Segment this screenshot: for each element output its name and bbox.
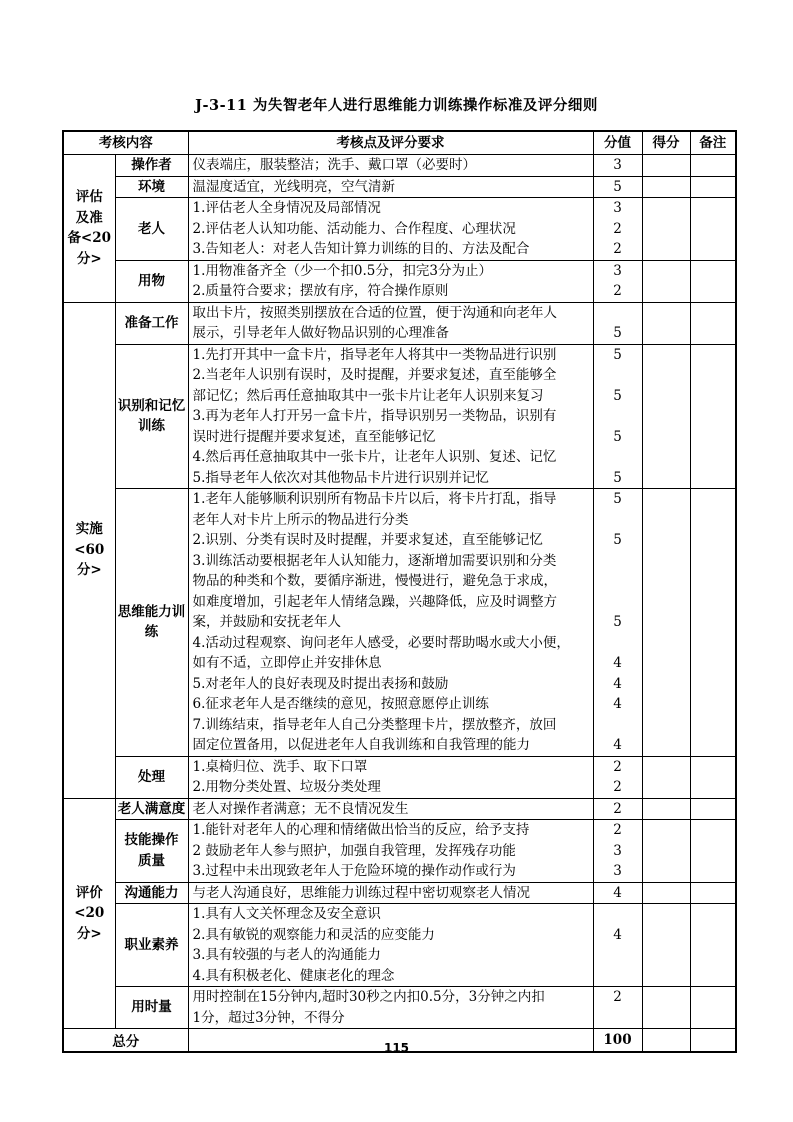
- score-line: [595, 966, 641, 987]
- text-line: 2.用物分类处置、垃圾分类处理: [192, 779, 381, 795]
- text-line: 用时控制在15分钟内,超时30秒之内扣0.5分，3分钟之内扣: [192, 989, 545, 1005]
- text-line: 评估: [75, 189, 103, 206]
- item-label: [115, 987, 188, 1029]
- remark-cell: [690, 260, 736, 302]
- text-line: 1.先打开其中一盒卡片，指导老年人将其中一类物品进行识别: [192, 346, 557, 363]
- earned-cell: [642, 344, 690, 489]
- remark-cell: [690, 176, 736, 198]
- total-score-value: 100: [593, 1029, 642, 1053]
- section-label: [63, 302, 115, 798]
- score-line: 5: [613, 346, 622, 363]
- text-line: 2.当老年人识别有误时，及时提醒，并要求复述，直至能够全: [192, 367, 557, 383]
- earned-cell: [642, 489, 690, 757]
- text-line: 分>: [76, 562, 102, 579]
- table-row: [63, 882, 736, 904]
- remark-cell: [690, 344, 736, 489]
- text-line: 5.对老年人的良好表现及时提出表扬和鼓励: [192, 675, 449, 692]
- text-line: <60: [74, 541, 105, 558]
- text-line: 7.训练结束，指导老年人自己分类整理卡片，摆放整齐，放回: [192, 716, 557, 733]
- text-line: 如有不适，立即停止并安排休息: [192, 655, 382, 671]
- remark-cell: [690, 987, 736, 1029]
- text-line: 2.评估老人认知功能、活动能力、合作程度、心理状况: [192, 220, 516, 237]
- remark-cell: [690, 904, 736, 987]
- remark-cell: [690, 302, 736, 344]
- scoring-table: [62, 130, 737, 1053]
- text-line: 如难度增加，引起老年人情绪急躁，兴趣降低，应及时调整方: [192, 593, 557, 610]
- score-cell: [593, 344, 642, 489]
- requirement-cell: [188, 882, 593, 904]
- score-line: 2: [613, 758, 622, 775]
- item-label: [115, 798, 188, 820]
- earned-cell: [642, 882, 690, 904]
- requirement-cell: [188, 987, 593, 1029]
- score-line: 2: [613, 220, 622, 237]
- text-line: 3.再为老年人打开另一盒卡片，指导识别另一类物品，识别有: [192, 408, 557, 424]
- text-line: 误时进行提醒并要求复述，直至能够记忆: [192, 428, 436, 445]
- requirement-cell: [188, 798, 593, 820]
- table-row: [63, 260, 736, 302]
- text-line: 温湿度适宜，光线明亮，空气清新: [192, 178, 395, 195]
- text-line: 3.告知老人：对老人告知计算力训练的目的、方法及配合: [192, 241, 530, 257]
- score-line: 2: [613, 241, 622, 257]
- header-score: 分值: [593, 131, 642, 155]
- text-line: 识别和记忆: [117, 397, 186, 414]
- text-line: 1.能针对老年人的心理和情绪做出恰当的反应，给予支持: [192, 822, 530, 838]
- score-line: 2: [613, 989, 622, 1005]
- earned-cell: [642, 756, 690, 798]
- score-cell: [593, 489, 642, 757]
- item-label: [115, 344, 188, 489]
- score-line: [595, 571, 641, 592]
- score-line: 4: [613, 884, 622, 901]
- text-line: 6.征求老年人是否继续的意见，按照意愿停止训练: [192, 696, 489, 712]
- text-line: 仪表端庄，服装整洁；洗手、戴口罩（必要时）: [192, 157, 476, 173]
- score-line: 5: [613, 387, 622, 404]
- remark-cell: [690, 155, 736, 177]
- score-cell: [593, 798, 642, 820]
- text-line: 固定位置备用，以促进老年人自我训练和自我管理的能力: [192, 737, 530, 753]
- text-line: 备<20: [67, 230, 112, 247]
- text-line: 4.然后再任意抽取其中一张卡片，让老年人识别、复述、记忆: [192, 449, 557, 465]
- text-line: 展示，引导老年人做好物品识别的心理准备: [192, 325, 449, 341]
- earned-cell: [642, 987, 690, 1029]
- score-line: 5: [613, 469, 622, 486]
- text-line: 4.活动过程观察、询问老年人感受，必要时帮助喝水或大小便，: [192, 634, 570, 651]
- remark-cell: [690, 820, 736, 883]
- earned-cell: [642, 176, 690, 198]
- score-cell: [593, 756, 642, 798]
- table-row: [63, 489, 736, 757]
- score-cell: [593, 198, 642, 261]
- table-header-row: [63, 131, 736, 155]
- score-line: [595, 447, 641, 468]
- score-line: [595, 945, 641, 966]
- remark-cell: [690, 882, 736, 904]
- text-line: 实施: [75, 521, 103, 538]
- requirement-cell: [188, 489, 593, 757]
- item-label: [115, 820, 188, 883]
- table-row: [63, 987, 736, 1029]
- requirement-cell: [188, 176, 593, 198]
- score-line: [595, 592, 641, 613]
- text-line: 物品的种类和个数，要循序渐进，慢慢进行，避免急于求成，: [192, 573, 557, 589]
- text-line: 处理: [138, 768, 165, 785]
- score-line: 5: [613, 614, 622, 630]
- section-label: [63, 155, 115, 303]
- item-label: [115, 198, 188, 261]
- total-label: 总分: [63, 1029, 188, 1053]
- requirement-cell: [188, 756, 593, 798]
- earned-cell: [642, 798, 690, 820]
- score-line: 3: [613, 262, 622, 279]
- score-line: 5: [613, 325, 622, 341]
- item-label: [115, 882, 188, 904]
- item-label: [115, 176, 188, 198]
- text-line: 职业素养: [124, 936, 179, 953]
- score-line: 5: [613, 428, 622, 445]
- text-line: 老年人对卡片上所示的物品进行分类: [192, 511, 409, 528]
- text-line: 思维能力训: [117, 603, 186, 620]
- text-line: 练: [144, 624, 159, 641]
- requirement-cell: [188, 260, 593, 302]
- score-line: 5: [613, 532, 622, 548]
- score-line: 3: [613, 863, 622, 879]
- score-cell: [593, 820, 642, 883]
- header-remark: 备注: [690, 131, 736, 155]
- text-line: 分>: [76, 250, 102, 267]
- score-line: [595, 904, 641, 925]
- header-earned: 得分: [642, 131, 690, 155]
- text-line: 2.质量符合要求；摆放有序，符合操作原则: [192, 283, 449, 299]
- text-line: 3.具有较强的与老人的沟通能力: [192, 947, 381, 963]
- text-line: 取出卡片，按照类别摆放在合适的位置，便于沟通和向老年人: [192, 304, 557, 321]
- score-line: [595, 303, 641, 324]
- score-line: 3: [613, 200, 622, 216]
- score-line: 2: [613, 283, 622, 299]
- text-line: 沟通能力: [124, 884, 179, 901]
- text-line: 质量: [138, 852, 165, 869]
- earned-cell: [642, 904, 690, 987]
- table-row: [63, 820, 736, 883]
- score-line: [595, 406, 641, 427]
- requirement-cell: [188, 155, 593, 177]
- score-line: 3: [613, 842, 622, 859]
- table-row: [63, 798, 736, 820]
- text-line: 3.过程中未出现致老年人于危险环境的操作动作或行为: [192, 863, 516, 879]
- score-cell: [593, 176, 642, 198]
- text-line: 2.识别、分类有误时及时提醒，并要求复述，直至能够记忆: [192, 532, 543, 548]
- text-line: 技能操作: [124, 832, 179, 849]
- text-line: 用物: [138, 272, 165, 289]
- item-label: [115, 302, 188, 344]
- score-line: 2: [613, 822, 622, 838]
- page-title: J-3-11 为失智老年人进行思维能力训练操作标准及评分细则: [195, 97, 598, 114]
- requirement-cell: [188, 302, 593, 344]
- earned-cell: [642, 198, 690, 261]
- remark-cell: [690, 489, 736, 757]
- remark-cell: [690, 198, 736, 261]
- text-line: 1.桌椅归位、洗手、取下口罩: [192, 758, 368, 775]
- text-line: 与老人沟通良好，思维能力训练过程中密切观察老人情况: [192, 884, 530, 901]
- requirement-cell: [188, 344, 593, 489]
- text-line: 评价: [75, 884, 103, 901]
- text-line: 训练: [138, 418, 165, 435]
- text-line: 4.具有积极老化、健康老化的理念: [192, 967, 395, 984]
- table-row: [63, 302, 736, 344]
- text-line: 操作者: [131, 157, 172, 173]
- table-row: [63, 176, 736, 198]
- score-line: 4: [613, 655, 622, 671]
- text-line: 准备工作: [124, 314, 179, 331]
- item-label: [115, 489, 188, 757]
- section-label: [63, 798, 115, 1029]
- text-line: 部记忆；然后再任意抽取其中一张卡片让老年人识别来复习: [192, 387, 544, 404]
- table-row: [63, 756, 736, 798]
- table-row: [63, 155, 736, 177]
- item-label: [115, 756, 188, 798]
- text-line: 3.训练活动要根据老年人认知能力，逐渐增加需要识别和分类: [192, 552, 557, 569]
- table-row: [63, 904, 736, 987]
- score-cell: [593, 882, 642, 904]
- score-line: 2: [613, 800, 622, 817]
- earned-cell: [642, 820, 690, 883]
- score-line: 3: [613, 157, 622, 173]
- text-line: 1.评估老人全身情况及局部情况: [192, 200, 381, 216]
- table-row: [63, 344, 736, 489]
- text-line: 2.具有敏锐的观察能力和灵活的应变能力: [192, 926, 435, 943]
- score-line: 5: [613, 178, 622, 195]
- text-line: 1.老年人能够顺利识别所有物品卡片以后，将卡片打乱，指导: [192, 491, 557, 507]
- text-line: 1.用物准备齐全（少一个扣0.5分，扣完3分为止）: [192, 262, 492, 279]
- earned-cell: [642, 260, 690, 302]
- text-line: 1分，超过3分钟，不得分: [192, 1009, 345, 1026]
- score-line: [595, 1008, 641, 1029]
- remark-cell: [690, 756, 736, 798]
- score-line: 5: [613, 491, 622, 507]
- remark-cell: [690, 798, 736, 820]
- header-content: 考核内容: [63, 131, 188, 155]
- score-line: [595, 510, 641, 531]
- score-cell: [593, 155, 642, 177]
- requirement-cell: [188, 198, 593, 261]
- item-label: [115, 155, 188, 177]
- requirement-cell: [188, 820, 593, 883]
- score-line: 4: [613, 696, 622, 712]
- text-line: 1.具有人文关怀理念及安全意识: [192, 906, 381, 922]
- text-line: 用时量: [131, 999, 172, 1016]
- score-cell: [593, 302, 642, 344]
- score-line: [595, 715, 641, 736]
- score-line: [595, 365, 641, 386]
- text-line: 老人满意度: [117, 800, 186, 817]
- score-line: [595, 551, 641, 572]
- score-cell: [593, 987, 642, 1029]
- requirement-cell: [188, 904, 593, 987]
- text-line: 5.指导老年人依次对其他物品卡片进行识别并记忆: [192, 469, 489, 486]
- text-line: 环境: [138, 178, 165, 195]
- text-line: 2 鼓励老年人参与照护，加强自我管理，发挥残存功能: [192, 842, 516, 859]
- item-label: [115, 904, 188, 987]
- text-line: 及准: [75, 209, 103, 226]
- text-line: 老人: [138, 220, 165, 237]
- header-requirement: 考核点及评分要求: [188, 131, 593, 155]
- table-row: [63, 198, 736, 261]
- item-label: [115, 260, 188, 302]
- text-line: 分>: [76, 925, 102, 942]
- earned-cell: [642, 155, 690, 177]
- page-number: 115: [383, 1041, 410, 1055]
- text-line: 案，并鼓励和安抚老年人: [192, 614, 341, 630]
- score-cell: [593, 904, 642, 987]
- score-line: 4: [613, 675, 622, 692]
- score-line: 4: [613, 737, 622, 753]
- score-line: [595, 633, 641, 654]
- score-line: 2: [613, 779, 622, 795]
- text-line: 老人对操作者满意；无不良情况发生: [192, 800, 409, 817]
- text-line: <20: [74, 905, 105, 921]
- score-cell: [593, 260, 642, 302]
- earned-cell: [642, 302, 690, 344]
- score-line: 4: [613, 926, 622, 943]
